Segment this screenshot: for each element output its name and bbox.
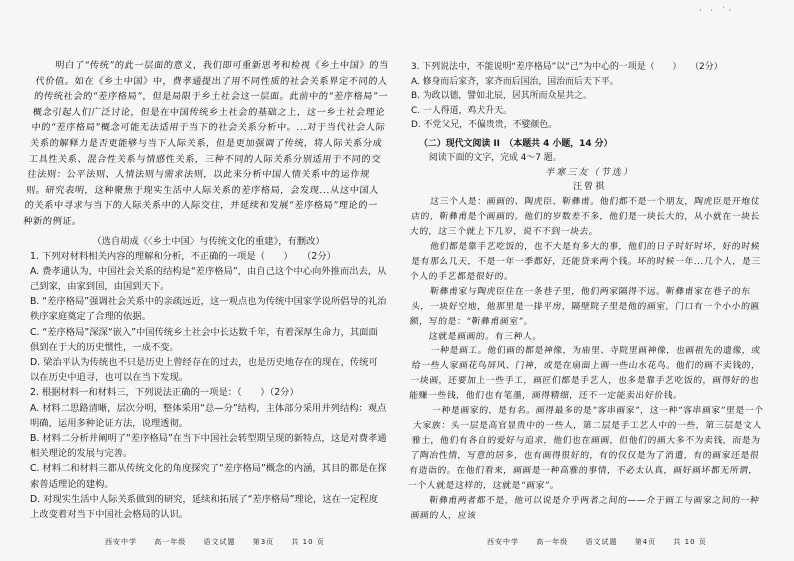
- question-1-option-b: B. “差序格局”强调社会关系中的亲疏远近，这一观点也为传统中国家学说所倡导的礼治秩序家庭奠定了合理的依据。: [30, 296, 387, 323]
- story-paragraph-1: 这三个人是：画画的、陶虎臣、靳彝甫。他们都不是一个朋友，陶虎臣是开炮仗店的，靳彝甫是个画画的。他们的岁数差不多，他们是一块长大的，从小就在一块长大的，这三个就上下几岁，说不不到一块去。: [409, 196, 761, 237]
- question-3-option-c: C. 一人得道，鸡犬升天。: [411, 105, 512, 116]
- footer-subject: 语文试题: [585, 538, 618, 546]
- question-1-stem: 1. 下列对材料相关内容的理解和分析，不正确的一项是（ ） （2分）: [30, 250, 336, 262]
- story-paragraph-3: 靳彝甫家与陶虎臣住在一条巷子里，他们两家隔得不远。靳彝甫家在巷子的东头，一块好空地，他那里是一排平房，隔壁院子里是他的画室，门口有一个小小的匾额，写的是：“靳彝甫画室”。: [409, 286, 761, 327]
- question-2-option-b: B. 材料二分析并阐明了“差序格局”在当下中国社会转型期呈现的新特点，这是对费孝通相关理论的发展与完善。: [30, 432, 387, 460]
- page-footer-left: [105, 537, 339, 547]
- footer-grade: 高一年级: [154, 538, 187, 546]
- story-paragraph-7: 靳彝甫两者都不是，他可以说是介乎两者之间的——介于画工与画家之间的一种画画的人，应该: [409, 496, 760, 522]
- footer-school: 西安中学: [105, 538, 137, 546]
- story-paragraph-6: 一种是画家的，是有名。画得最多的是“客串画家”，这一种“客串画家”里是一个大家族：头一层是高官显贵中的一些人，第二层是手工艺人中的一些，第三层是文人雅士，他们有各自的爱好与追求，他们也在画画，但他们的画大多不为卖钱，而是为了陶冶性情，写意的居多，也有画得很好的，有的仅仅是为了消遣，有的画家还是很有造诣的。在他们看来，画画是一种高雅的事情，不必太认真，画好画坏都无所谓，一个人就是这样的，这就是“画家”。: [407, 406, 765, 492]
- footer-school: 西安中学: [487, 538, 519, 546]
- question-3-option-a: A. 修身而后家齐，家齐而后国治，国治而后天下平。: [411, 76, 619, 87]
- section-instructions: 阅读下面的文字，完成 4～7 题。: [428, 153, 562, 164]
- question-1-option-a: A. 费孝通认为，中国社会关系的结构是“差序格局”，由自己这个中心向外推而出去，从己到家，由家到国，由国到天下。: [30, 265, 387, 292]
- footer-grade: 高一年级: [536, 538, 569, 546]
- question-3-stem: 3. 下列说法中，不能说明“差序格局”以“己”为中心的一项是（ ） （2分）: [411, 62, 723, 72]
- corner-mark: · · ˙·: [699, 6, 734, 15]
- question-1-option-c: C. “差序格局”深深“嵌入”中国传统乡土社会中长达数千年，有着深厚生命力，其面面俱到在于大的历史惯性，一成不变。: [30, 326, 378, 353]
- question-3-option-d: D. 不党父兄，不偏贵贵，不嬖颜色。: [411, 120, 558, 131]
- question-2-option-a: A. 材料二思路清晰，层次分明，整体采用“总—分”结构，主体部分采用并列结构：观点明确，运用多种论证方法，说理透彻。: [30, 402, 387, 429]
- story-paragraph-4: 这就是画画的。有三种人。: [428, 331, 543, 342]
- footer-page-number: 第4页: [634, 538, 657, 546]
- right-page: [397, 0, 794, 561]
- question-2-option-d: D. 对现实生活中人际关系做到的研究，延续和拓展了“差序格局”理论，这在一定程度上改变着对当下中国社会格局的认识。: [30, 493, 379, 520]
- story-paragraph-5: 一种是画工。他们画的都是神像，为庙里、寺院里画神像，也画祖先的遗像，或给一些人家画花鸟屏风、门神，或是在扇面上画一些山水花鸟。他们的画不卖钱的，一块画，还要加上一些手工，画匠们都是手艺人，也多是靠手艺吃饭的，画得好的也能赚一些钱，他们也有笔墨，画得精细，还不一定能卖出好价钱。: [408, 346, 762, 402]
- section-title: （二）现代文阅读 II （本题共 4 小题，14 分）: [419, 138, 613, 149]
- footer-page-total: 共 10 页: [291, 538, 325, 546]
- question-2-option-c: C. 材料二和材料三都从传统文化的角度探究了“差序格局”概念的内涵，其目的都是在探索普适理论的建构。: [30, 463, 387, 490]
- footer-subject: 语文试题: [203, 538, 236, 546]
- page-footer-right: [487, 537, 721, 547]
- question-2-stem: 2. 根据材料一和材料三，下列说法正确的一项是：（ ）（2分）: [30, 387, 299, 399]
- question-1-option-d: D. 梁治平认为传统也不只是历史上曾经存在的过去，也是历史地存在的现在，传统可以在历史中追寻，也可以在当下发现。: [30, 356, 378, 384]
- work-author: 汪曾祺: [572, 182, 607, 193]
- passage-source: （选自胡成《〈乡土中国〉与传统文化的重建》，有删改）: [92, 235, 325, 247]
- passage-text: 明白了“传统”的此一层面的意义，我们即可重新思考和检视《乡土中国》的当代价值。如在《乡土中国》中，费孝通提出了用不同性质的社会关系界定不同的人的传统社会的“差序格局”，但是局限于乡土社会这一层面。此前中的“差序格局”一概念引起人们广泛讨论，但是在中国传统乡土社会的基础之上，这一乡土社会理论中的“差序格局”概念可能无法适用于当下的社会关系分析中。...对于当代社会人际关系的解释力是否更能够与当下人际关系，但是更加强调了传统，将人际关系分成工具性关系、混合性关系与情感性关系，三种不同的人际关系分别适用于不同的交往法则：公平法则、人情法则与需求法则，以此来分析中国人情关系中的运作规则。研究表明，这种聚焦于现实生活中人际关系的差序格局，会发现...从这中国人的关系中寻求与当下的人际关系中的人际交往，并延续和发展“差序格局”理论的一种新的例证。: [22, 60, 390, 227]
- footer-page-number: 第3页: [252, 538, 275, 546]
- question-3-option-b: B. 为政以德，譬如北辰，居其所而众星共之。: [411, 91, 592, 102]
- story-paragraph-2: 他们都是靠手艺吃饭的，也不大是有多大的事，他们的日子时好时坏，好的时候是有那么几天，不是一年一季都好，还能贷来两个钱。坏的时候一年...几个人，是三个人的手艺都是很好的。: [409, 241, 762, 282]
- footer-page-total: 共 10 页: [673, 538, 707, 546]
- work-title: 半寒三友（节选）: [545, 167, 634, 178]
